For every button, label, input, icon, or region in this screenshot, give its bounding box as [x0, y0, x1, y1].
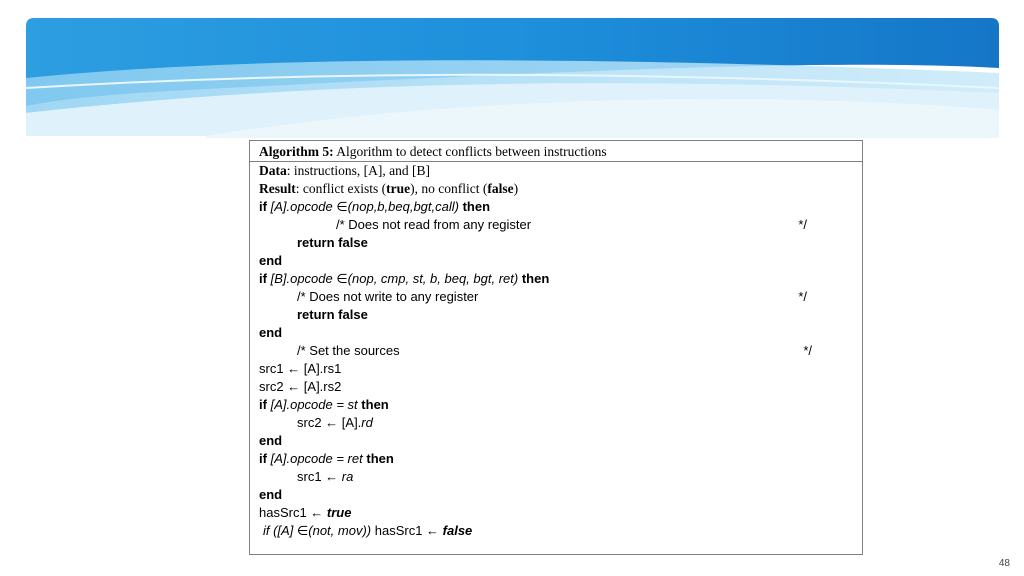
data-label: Data — [259, 163, 287, 178]
data-text: : instructions, [A], and [B] — [286, 163, 430, 178]
code-line: end — [259, 433, 283, 448]
code-line: if ([A] ∈(not, mov)) hasSrc1 ← false — [263, 523, 473, 538]
code-line: end — [259, 253, 283, 268]
code-line: end — [259, 487, 283, 502]
code-line: if [A].opcode = st then — [259, 397, 389, 412]
comment-close: */ — [798, 217, 807, 232]
comment-line: /* Set the sources — [297, 343, 400, 358]
result-false: false — [487, 181, 514, 196]
caption-label: Algorithm 5: — [259, 144, 334, 159]
wave-graphic — [26, 18, 999, 138]
caption-text: Algorithm to detect conflicts between instructions — [336, 144, 607, 159]
header-banner — [26, 18, 999, 138]
page-number: 48 — [998, 558, 1010, 569]
code-line: return false — [297, 235, 368, 250]
data-line — [259, 162, 430, 180]
code-line: src2 ← [A].rd — [297, 415, 373, 430]
comment-close: */ — [798, 289, 807, 304]
algorithm-box — [249, 140, 863, 555]
algorithm-caption — [250, 141, 862, 162]
code-line: hasSrc1 ← true — [259, 505, 352, 520]
comment-close: */ — [803, 343, 812, 358]
code-line: src2 ← [A].rs2 — [259, 379, 342, 394]
result-label: Result — [259, 181, 296, 196]
code-line: if [A].opcode ∈(nop,b,beq,bgt,call) then — [259, 199, 491, 214]
comment-line: /* Does not read from any register — [336, 217, 532, 232]
code-line: return false — [297, 307, 368, 322]
result-true: true — [386, 181, 411, 196]
code-line: end — [259, 325, 283, 340]
result-line: Result: conflict exists (true), no conflict (false) — [259, 181, 519, 196]
code-line: if [A].opcode = ret then — [259, 451, 394, 466]
code-line: src1 ← ra — [297, 469, 354, 484]
code-line: if [B].opcode ∈(nop, cmp, st, b, beq, bgt, ret) then — [259, 271, 550, 286]
comment-line: /* Does not write to any register — [297, 289, 479, 304]
code-line: src1 ← [A].rs1 — [259, 361, 342, 376]
